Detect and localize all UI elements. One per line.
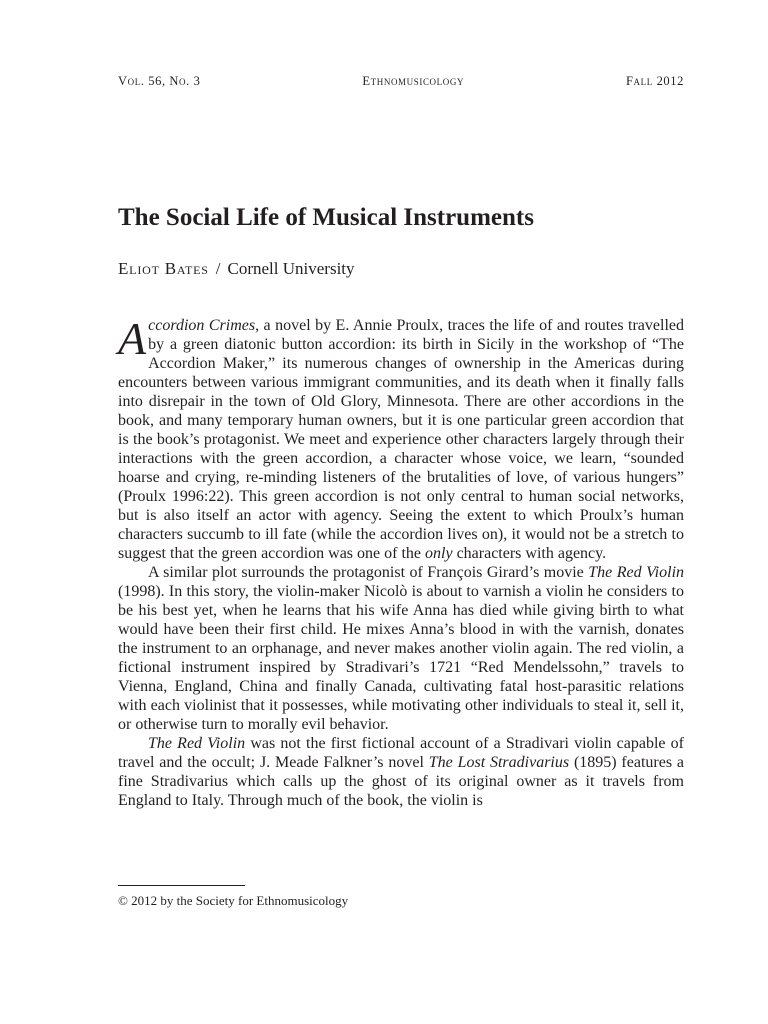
drop-cap: A bbox=[118, 313, 147, 364]
paragraph-1 bbox=[118, 313, 684, 563]
byline-separator: / bbox=[215, 259, 221, 278]
novel-title-italic: The Lost Stradivarius bbox=[428, 754, 570, 771]
running-head bbox=[118, 74, 684, 89]
journal-name: Ethnomusicology bbox=[362, 74, 465, 88]
emphasis-italic: only bbox=[425, 545, 453, 562]
paragraph-text: A similar plot surrounds the protagonist of François Girard’s movie bbox=[148, 564, 589, 581]
paragraph-text: (1895) features a fine Stradivarius which calls up the ghost of its original owner as it travels from England to Italy. Through much of the book, the violin is bbox=[118, 754, 685, 809]
issue-season: Fall 2012 bbox=[626, 74, 684, 88]
book-title-italic: ccordion Crimes bbox=[148, 317, 256, 334]
film-title-italic: The Red Violin bbox=[148, 735, 246, 752]
volume-issue: Vol. 56, No. 3 bbox=[118, 74, 201, 88]
film-title-italic: The Red Violin bbox=[588, 564, 685, 581]
article-title: The Social Life of Musical Instruments bbox=[118, 204, 534, 231]
byline bbox=[118, 258, 684, 280]
paragraph-2 bbox=[118, 563, 684, 734]
author-affiliation: Cornell University bbox=[227, 259, 355, 278]
paragraph-text: , a novel by E. Annie Proulx, traces the life of and routes travelled by a green diatonic button accordion: its birth in Sicily in the workshop of “The Accordion Maker,” its numerous changes of ownership in the Americas during encounters between various immigrant communities, and its death when it finally falls into disrepair in the town of Old Glory, Minnesota. There are other accordions in the book, and many temporary human owners, but it is one particular green accordion that is the book’s protagonist. We meet and experience other characters largely through their interactions with the green accordion, a character whose voice, we learn, “sounded hoarse and crying, re-minding listeners of the brutalities of love, of various hungers” (Proulx 1996:22). This green accordion is not only central to human social networks, but is also itself an actor with agency. Seeing the extent to which Proulx’s human characters succumb to ill fate (while the accordion lives on), it would not be a stretch to suggest that the green accordion was one of the bbox=[118, 317, 684, 562]
article-body bbox=[118, 313, 685, 810]
paragraph-text: characters with agency. bbox=[452, 545, 607, 562]
author-name: Eliot Bates bbox=[118, 259, 209, 278]
paragraph-3 bbox=[118, 734, 684, 810]
copyright-footnote: © 2012 by the Society for Ethnomusicology bbox=[118, 893, 349, 908]
paragraph-text: was not the first fictional account of a Stradivari violin capable of travel and the occult; J. Meade Falkner’s novel bbox=[118, 735, 685, 771]
paragraph-text: (1998). In this story, the violin-maker Nicolò is about to varnish a violin he considers to be his best yet, when he learns that his wife Anna has died while giving birth to what would have been their first child. He mixes Anna’s blood in with the varnish, donates the instrument to an orphanage, and never makes another violin again. The red violin, a fictional instrument inspired by Stradivari’s 1721 “Red Mendelssohn,” travels to Vienna, England, China and finally Canada, cultivating fatal host-parasitic relations with each violinist that it possesses, while motivating other individuals to steal it, sell it, or otherwise turn to morally evil behavior. bbox=[118, 583, 684, 733]
footnote-divider bbox=[118, 885, 245, 886]
